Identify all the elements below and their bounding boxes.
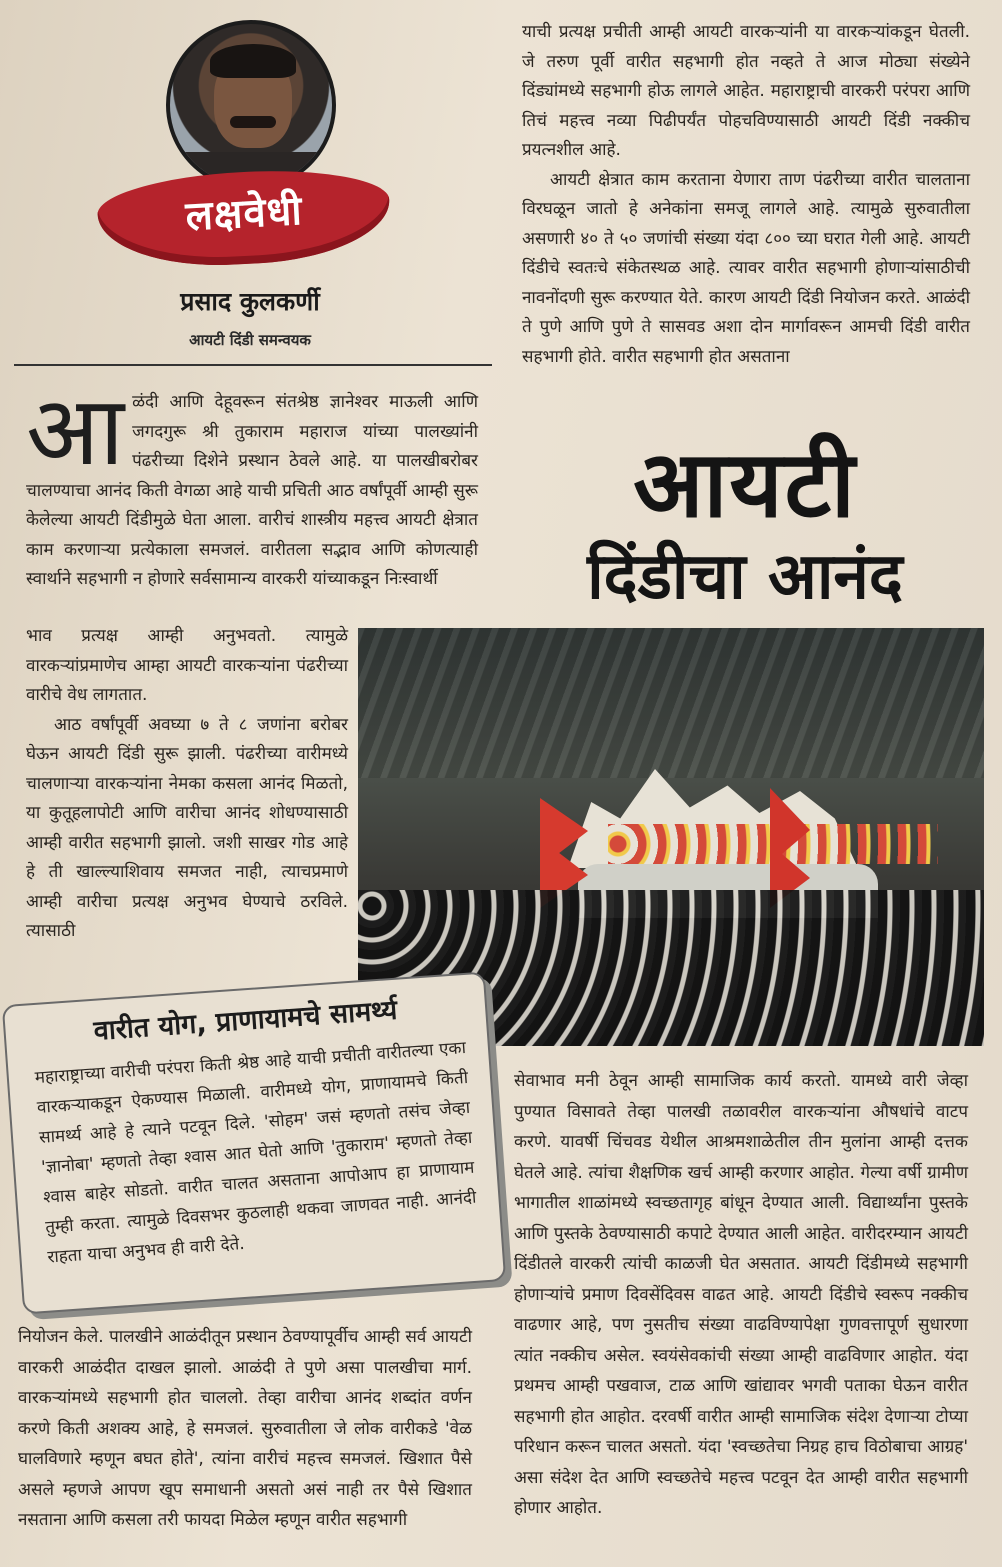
paragraph-r1: याची प्रत्यक्ष प्रचीती आम्ही आयटी वारकऱ्यांनी या वारकऱ्यांकडून घेतली. जे तरुण पूर्वी वारीत सहभागी होत नव्हते ते आज मोठ्या संख्येने दिंड्यांमध्ये सहभागी होऊ लागले आहेत. महाराष्ट्राची वारकरी परंपरा आणि तिचं महत्त्व नव्या पिढीपर्यंत पोहचविण्यासाठी आयटी दिंडी नक्कीच प्रयत्नशील आहे. [522,22,970,160]
paragraph-3: नियोजन केले. पालखीने आळंदीतून प्रस्थान ठेवण्यापूर्वीच आम्ही सर्व आयटी वारकरी आळंदीत दाखल झालो. आळंदी ते पुणे असा पालखीचा मार्ग. वारकऱ्यांमध्ये सहभागी होत चाललो. तेव्हा वारीचा आनंद शब्दांत वर्णन करणे किती अशक्य आहे, हे समजलं. सुरुवातीला जे लोक वारीकडे 'वेळ घालविणारे म्हणून बघत होते', त्यांना वारीचं महत्त्व समजलं. खिशात पैसे असले म्हणजे आपण खूप समाधानी असतो असं नाही तर पैसे खिशात नसताना आणि कसला तरी फायदा मिळेल म्हणून वारीत सहभागी [18,1327,472,1530]
headline-line2: दिंडीचा आनंद [587,540,903,614]
divider [14,364,492,366]
article-left-bottom [18,1322,472,1536]
paragraph-1-cont: भाव प्रत्यक्ष आम्ही अनुभवतो. त्यामुळे वारकऱ्यांप्रमाणेच आम्हा आयटी वारकऱ्यांना पंढरीच्या वारीचे वेध लागतात. [26,626,348,705]
column-label: लक्षवेधी [184,187,304,241]
paragraph-r2: आयटी क्षेत्रात काम करताना येणारा ताण पंढरीच्या वारीत चालताना विरघळून जातो हे अनेकांना समजू लागले आहे. त्यामुळे सुरुवातीला असणारी ४० ते ५० जणांची संख्या यंदा ८०० च्या घरात गेली आहे. आयटी दिंडीचे स्वतःचे संकेतस्थळ आहे. त्यावर वारीत सहभागी होणाऱ्यांसाठीची नावनोंदणी सुरू करण्यात येते. कारण आयटी दिंडी नियोजन करते. आळंदी ते पुणे आणि पुणे ते सासवड अशा दोन मार्गावरून आमची दिंडी वारीत सहभागी होते. वारीत सहभागी होत असताना [522,169,970,367]
article-right-top [522,18,970,372]
article-right-bottom [514,1066,968,1524]
sidebar-body: महाराष्ट्राच्या वारीची परंपरा किती श्रेष्ठ आहे याची प्रचीती वारीतल्या एका वारकऱ्याकडून ऐकण्यास मिळाली. वारीमध्ये योग, प्राणायामचे किती सामर्थ्य आहे हे त्याने पटवून दिले. 'सोहम' जसं म्हणतो तसंच जेव्हा 'ज्ञानोबा' म्हणतो तेव्हा श्वास आत घेतो आणि 'तुकाराम' म्हणतो तेव्हा श्वास बाहेर सोडतो. वारीत चालत असताना आपोआप हा प्राणायाम तुम्ही करता. त्यामुळे दिवसभर कुठलाही थकवा जाणवत नाही. आनंदी राहता याचा अनुभव ही वारी देते. [34,1038,478,1268]
paragraph-1: ळंदी आणि देहूवरून संतश्रेष्ठ ज्ञानेश्वर माऊली आणि जगदगुरू श्री तुकाराम महाराज यांच्या पालख्यांनी पंढरीच्या दिशेने प्रस्थान ठेवले आहे. या पालखीबरोबर चालण्याचा आनंद किती वेगळा आहे याची प्रचिती आठ वर्षांपूर्वी आम्ही सुरू केलेल्या आयटी दिंडीमुळे घेता आला. वारीचं शास्त्रीय महत्त्व आयटी क्षेत्रात काम करणाऱ्या प्रत्येकाला समजलं. वारीतला सद्भाव आणि कोणत्याही स्वार्थाने सहभागी न होणारे सर्वसामान्य वारकरी यांच्याकडून निःस्वार्थी [26,392,478,589]
author-role: आयटी दिंडी समन्वयक [189,331,311,349]
paragraph-r3: सेवाभाव मनी ठेवून आम्ही सामाजिक कार्य करतो. यामध्ये वारी जेव्हा पुण्यात विसावते तेव्हा पालखी तळावरील वारकऱ्यांना औषधांचे वाटप करणे. यावर्षी चिंचवड येथील आश्रमशाळेतील तीन मुलांना आम्ही दत्तक घेतले आहे. त्यांचा शैक्षणिक खर्च आम्ही करणार आहोत. गेल्या वर्षी ग्रामीण भागातील शाळांमध्ये स्वच्छतागृह बांधून देण्यात आली. विद्यार्थ्यांना पुस्तके आणि पुस्तके ठेवण्यासाठी कपाटे देण्यात आली आहेत. वारीदरम्यान आयटी दिंडीतले वारकरी त्यांची काळजी घेत असतात. आयटी दिंडीमध्ये सहभागी होणाऱ्यांचे प्रमाण दिवसेंदिवस वाढत आहे. आयटी दिंडीचे स्वरूप नक्कीच वाढणार आहे, पण नुसतीच संख्या वाढविण्यापेक्षा गुणवत्तापूर्ण सुधारणा त्यांत नक्कीच असेल. स्वयंसेवकांची संख्या आम्ही वाढविणार आहोत. यंदा प्रथमच आम्ही पखवाज, टाळ आणि खांद्यावर भगवी पताका घेऊन वारीत सहभागी होत आहोत. दरवर्षी वारीत आम्ही सामाजिक संदेश देणाऱ्या टोप्या परिधान करून चालत असतो. यंदा 'स्वच्छतेचा निग्रह हाच विठोबाचा आग्रह' असा संदेश देत आणि स्वच्छतेचे महत्त्व पटवून देत आम्ही वारीत सहभागी होणार आहोत. [514,1071,968,1518]
drop-cap: आ [26,375,125,487]
sidebar-title: वारीत योग, प्राणायामचे सामर्थ्य [92,994,399,1047]
author-name: प्रसाद कुलकर्णी [180,287,320,316]
article-left-mid [26,622,348,947]
headline-line1: आयटी [633,431,857,538]
sidebar-box [2,971,506,1314]
paragraph-2: आठ वर्षांपूर्वी अवघ्या ७ ते ८ जणांना बरोबर घेऊन आयटी दिंडी सुरू झाली. पंढरीच्या वारीमध्ये चालणाऱ्या वारकऱ्यांना नेमका कसला आनंद मिळतो, या कुतूहलापोटी आणि वारीचा आनंद शोधण्यासाठी आम्ही वारीत सहभागी झालो. जशी साखर गोड आहे हे ती खाल्ल्याशिवाय समजत नाही, त्याचप्रमाणे आम्ही वारीचा प्रत्यक्ष अनुभव घेण्याचे ठरविले. त्यासाठी [26,714,348,941]
article-left-top [26,375,478,595]
author-photo [166,20,336,190]
